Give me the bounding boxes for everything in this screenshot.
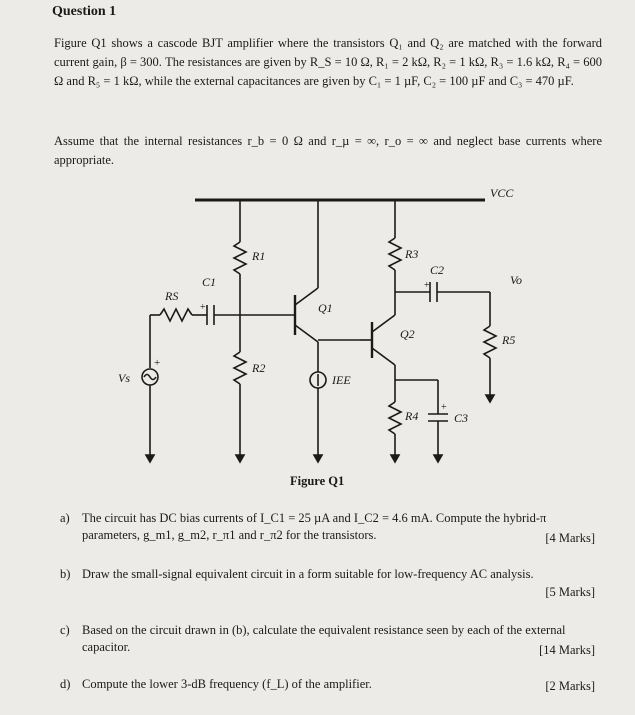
resistor-r2 bbox=[234, 352, 246, 384]
label-vcc: VCC bbox=[490, 186, 514, 200]
assumptions-statement: Assume that the internal resistances r_b = 0 Ω and r_µ = ∞, r_o = ∞ and neglect base currents where appropriate. bbox=[54, 134, 602, 167]
label-r2: R2 bbox=[252, 361, 266, 375]
part-b-label: b) bbox=[60, 567, 71, 581]
part-c-label: c) bbox=[60, 623, 70, 637]
part-a-text: The circuit has DC bias currents of I_C1 = 25 µA and I_C2 = 4.6 mA. Compute the hybrid-π parameters, g_m1, g_m2, r_π1 and r_π2 for the transistors. bbox=[82, 511, 547, 542]
part-c-text: Based on the circuit drawn in (b), calculate the equivalent resistance seen by each of the external capacitor. bbox=[82, 623, 566, 654]
part-a bbox=[60, 510, 595, 544]
figure-caption: Figure Q1 bbox=[290, 474, 345, 488]
resistor-rs bbox=[160, 309, 192, 321]
resistor-r5 bbox=[484, 326, 496, 358]
label-vo: Vo bbox=[510, 273, 522, 287]
problem-statement: Figure Q1 shows a cascode BJT amplifier where the transistors Q₁ and Q₂ are matched with the forward current gain, β = 300. The resistances are given by R_S = 10 Ω, R₁ = 2 kΩ, R₂ = 1 kΩ, R₃ = 1.6 kΩ, R₄ = 600 Ω and R₅ = 1 kΩ, while the external capacitances are given by C₁ = 1 µF, C₂ = 100 µF and C₃ = 470 µF. bbox=[54, 36, 602, 88]
part-b-marks: [5 Marks] bbox=[545, 585, 595, 599]
label-r1: R1 bbox=[252, 249, 266, 263]
resistor-r3 bbox=[389, 238, 401, 270]
part-d-label: d) bbox=[60, 677, 71, 691]
svg-text:+: + bbox=[154, 357, 161, 369]
part-d-marks: [2 Marks] bbox=[545, 679, 595, 693]
label-r4: R4 bbox=[405, 409, 419, 423]
svg-text:+: + bbox=[200, 302, 206, 313]
cascode-circuit-diagram bbox=[0, 180, 635, 480]
label-q2: Q2 bbox=[400, 327, 415, 341]
part-b-text: Draw the small-signal equivalent circuit in a form suitable for low-frequency AC analysis. bbox=[82, 567, 534, 581]
label-r5: R5 bbox=[502, 333, 516, 347]
svg-text:+: + bbox=[424, 280, 430, 291]
resistor-r4 bbox=[389, 402, 401, 434]
part-c bbox=[60, 622, 595, 656]
label-vs: Vs bbox=[118, 371, 130, 385]
label-rs: RS bbox=[165, 289, 179, 303]
part-c-marks: [14 Marks] bbox=[539, 643, 595, 657]
part-d-text: Compute the lower 3-dB frequency (f_L) of the amplifier. bbox=[82, 677, 372, 691]
resistor-r1 bbox=[234, 242, 246, 274]
label-c3: C3 bbox=[454, 411, 469, 425]
part-a-marks: [4 Marks] bbox=[545, 531, 595, 545]
part-b bbox=[60, 566, 595, 599]
label-q1: Q1 bbox=[318, 301, 333, 315]
svg-text:+: + bbox=[441, 402, 447, 413]
label-iee: IEE bbox=[332, 373, 351, 387]
part-d bbox=[60, 676, 595, 693]
label-r3: R3 bbox=[405, 247, 419, 261]
label-c1: C1 bbox=[202, 275, 217, 289]
question-title: Question 1 bbox=[52, 4, 117, 19]
part-a-label: a) bbox=[60, 511, 70, 525]
label-c2: C2 bbox=[430, 263, 445, 277]
